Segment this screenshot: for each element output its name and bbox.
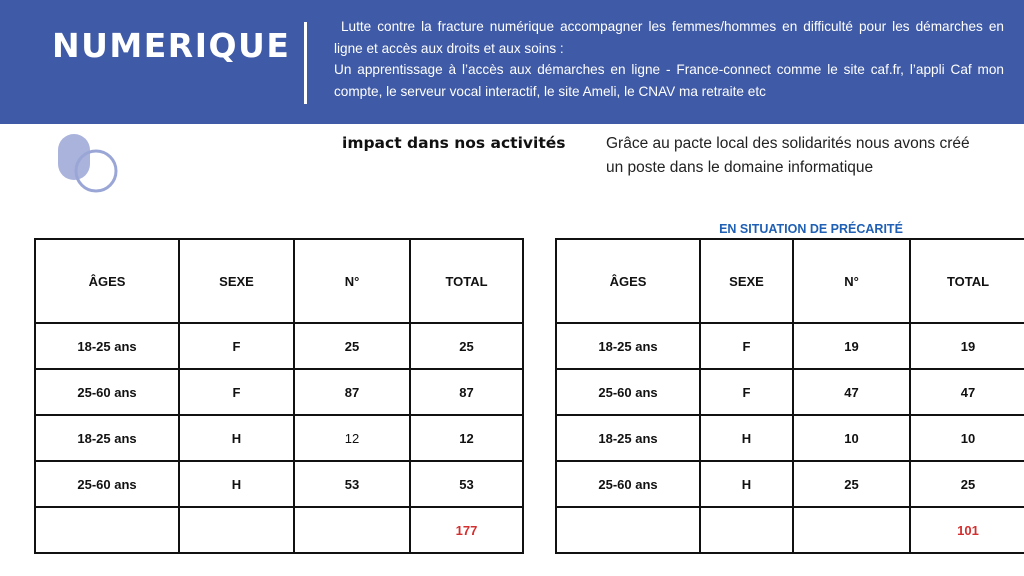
header-cell-total: TOTAL (910, 239, 1024, 323)
table-total-row (556, 507, 1024, 553)
cell-total: 53 (410, 461, 523, 507)
cell-sexe: F (179, 323, 294, 369)
header-cell-sexe: SEXE (700, 239, 793, 323)
header-banner (0, 0, 1024, 124)
empty-cell (556, 507, 700, 553)
impact-title: impact dans nos activités (342, 134, 566, 152)
page-title: NUMERIQUE (52, 26, 291, 65)
table-header-row (556, 239, 1024, 323)
cell-sexe: F (700, 369, 793, 415)
empty-cell (179, 507, 294, 553)
table-header-row (35, 239, 523, 323)
cell-age: 25-60 ans (556, 461, 700, 507)
cell-sexe: H (700, 461, 793, 507)
cell-numero: 12 (294, 415, 410, 461)
header-paragraph-1: Lutte contre la fracture numérique accompagner les femmes/hommes en difficulté pour les démarches en ligne et accès aux droits et aux soins : (334, 19, 1004, 56)
empty-cell (700, 507, 793, 553)
cell-total: 10 (910, 415, 1024, 461)
header-divider (304, 22, 307, 104)
decorative-shapes-icon (52, 130, 122, 196)
cell-numero: 47 (793, 369, 910, 415)
empty-cell (35, 507, 179, 553)
header-cell-ages: ÂGES (35, 239, 179, 323)
table-row (35, 461, 523, 507)
cell-numero: 10 (793, 415, 910, 461)
cell-total: 25 (910, 461, 1024, 507)
cell-sexe: H (700, 415, 793, 461)
cell-age: 18-25 ans (35, 415, 179, 461)
cell-total: 25 (410, 323, 523, 369)
cell-age: 18-25 ans (35, 323, 179, 369)
cell-sexe: H (179, 415, 294, 461)
cell-numero: 53 (294, 461, 410, 507)
table-row (556, 369, 1024, 415)
cell-sexe: H (179, 461, 294, 507)
table-row (35, 415, 523, 461)
grand-total: 101 (910, 507, 1024, 553)
cell-age: 25-60 ans (35, 369, 179, 415)
table-row (35, 369, 523, 415)
table-total-row (35, 507, 523, 553)
header-cell-numero: N° (294, 239, 410, 323)
cell-numero: 25 (793, 461, 910, 507)
empty-cell (793, 507, 910, 553)
precarite-caption: EN SITUATION DE PRÉCARITÉ (719, 222, 903, 236)
table-row (556, 461, 1024, 507)
cell-sexe: F (700, 323, 793, 369)
header-cell-numero: N° (793, 239, 910, 323)
table-row (35, 323, 523, 369)
header-cell-ages: ÂGES (556, 239, 700, 323)
header-cell-total: TOTAL (410, 239, 523, 323)
stats-table-precarite (555, 238, 1024, 554)
table-row (556, 415, 1024, 461)
cell-total: 47 (910, 369, 1024, 415)
cell-sexe: F (179, 369, 294, 415)
cell-total: 87 (410, 369, 523, 415)
empty-cell (294, 507, 410, 553)
table-row (556, 323, 1024, 369)
cell-age: 18-25 ans (556, 415, 700, 461)
cell-total: 12 (410, 415, 523, 461)
impact-text: Grâce au pacte local des solidarités nous avons créé un poste dans le domaine informatique (606, 135, 970, 176)
header-description (334, 16, 1004, 102)
cell-age: 18-25 ans (556, 323, 700, 369)
cell-numero: 19 (793, 323, 910, 369)
cell-numero: 87 (294, 369, 410, 415)
cell-age: 25-60 ans (556, 369, 700, 415)
cell-age: 25-60 ans (35, 461, 179, 507)
cell-numero: 25 (294, 323, 410, 369)
stats-table-general (34, 238, 524, 554)
cell-total: 19 (910, 323, 1024, 369)
header-paragraph-2: Un apprentissage à l’accès aux démarches en ligne - France-connect comme le site caf.fr, l’appli Caf mon compte, le serveur vocal interactif, le site Ameli, le CNAV ma retraite etc (334, 62, 1004, 99)
grand-total: 177 (410, 507, 523, 553)
header-cell-sexe: SEXE (179, 239, 294, 323)
